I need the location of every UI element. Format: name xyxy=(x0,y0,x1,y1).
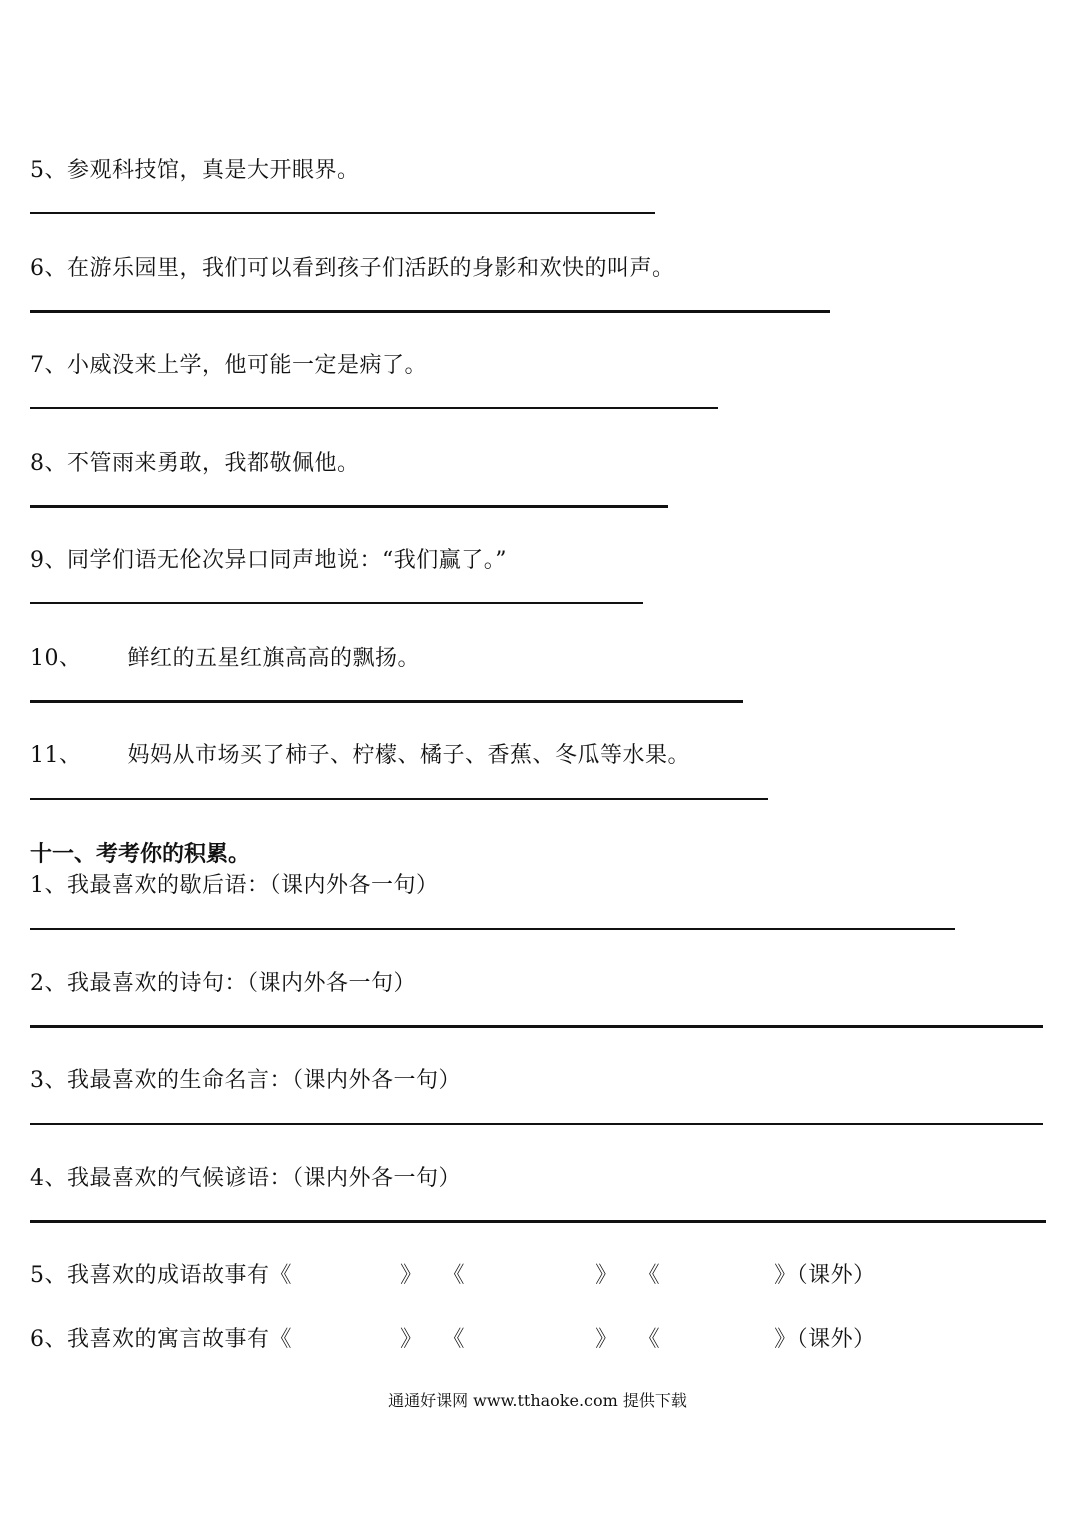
sentence-item-11 xyxy=(30,742,690,770)
item-text: 我最喜欢的歇后语：（课内外各一句） xyxy=(67,873,439,898)
book-title-open: 《 xyxy=(637,1327,661,1352)
item-text: 同学们语无伦次异口同声地说：“我们赢了。” xyxy=(67,548,507,573)
accumulation-item-5 xyxy=(30,1262,876,1290)
item-number: 11、 xyxy=(30,743,82,768)
book-title-close: 》 xyxy=(774,1263,797,1288)
item-number: 2、 xyxy=(30,971,67,996)
item-text: 参观科技馆，真是大开眼界。 xyxy=(67,158,360,183)
sentence-item-10 xyxy=(30,645,420,673)
item-number: 7、 xyxy=(30,353,67,378)
item-text: 妈妈从市场买了柿子、柠檬、橘子、香蕉、冬瓜等水果。 xyxy=(127,743,691,768)
sentence-item-6 xyxy=(30,255,675,283)
answer-line-9[interactable] xyxy=(30,602,643,604)
item-text: 在游乐园里，我们可以看到孩子们活跃的身影和欢快的叫声。 xyxy=(67,256,675,281)
item-text: 我最喜欢的气候谚语：（课内外各一句） xyxy=(67,1166,462,1191)
book-title-close: 》 xyxy=(774,1327,797,1352)
item-text: 我最喜欢的诗句：（课内外各一句） xyxy=(67,971,417,996)
item-number: 8、 xyxy=(30,451,67,476)
item-number: 10、 xyxy=(30,646,82,671)
item-text: 我喜欢的成语故事有 xyxy=(67,1263,270,1288)
sentence-item-8 xyxy=(30,450,360,478)
answer-line-5[interactable] xyxy=(30,212,655,214)
item-text: 鲜红的五星红旗高高的飘扬。 xyxy=(127,646,421,671)
item-text: 我喜欢的寓言故事有 xyxy=(67,1327,270,1352)
book-title-close: 》 xyxy=(400,1263,423,1288)
item-number: 5、 xyxy=(30,158,67,183)
item-text: 小威没来上学，他可能一定是病了。 xyxy=(67,353,428,378)
accumulation-item-3 xyxy=(30,1067,461,1095)
item-text: 不管雨来勇敢，我都敬佩他。 xyxy=(67,451,360,476)
sentence-item-9 xyxy=(30,547,507,575)
item-text: 我最喜欢的生命名言：（课内外各一句） xyxy=(67,1068,462,1093)
answer-line-acc-3[interactable] xyxy=(30,1123,1043,1125)
answer-line-acc-2[interactable] xyxy=(30,1025,1043,1028)
answer-line-acc-4[interactable] xyxy=(30,1220,1046,1223)
answer-line-6[interactable] xyxy=(30,310,830,313)
accumulation-item-6 xyxy=(30,1326,876,1354)
sentence-item-5 xyxy=(30,157,360,185)
answer-line-10[interactable] xyxy=(30,700,743,703)
item-number: 6、 xyxy=(30,256,67,281)
book-title-open: 《 xyxy=(637,1263,661,1288)
answer-line-acc-1[interactable] xyxy=(30,928,955,930)
item-number: 1、 xyxy=(30,873,67,898)
answer-line-11[interactable] xyxy=(30,798,768,800)
item-number: 9、 xyxy=(30,548,67,573)
answer-line-8[interactable] xyxy=(30,505,668,508)
accumulation-item-2 xyxy=(30,970,416,998)
accumulation-item-4 xyxy=(30,1165,461,1193)
sentence-item-7 xyxy=(30,352,427,380)
page-footer: 通通好课网 www.tthaoke.com 提供下载 xyxy=(388,1391,687,1410)
accumulation-item-1 xyxy=(30,872,439,900)
book-title-close: 》 xyxy=(400,1327,423,1352)
item-number: 5、 xyxy=(30,1263,67,1288)
book-title-open: 《 xyxy=(269,1327,293,1352)
book-title-open: 《 xyxy=(442,1263,466,1288)
book-title-open: 《 xyxy=(269,1263,293,1288)
item-number: 3、 xyxy=(30,1068,67,1093)
item-number: 6、 xyxy=(30,1327,67,1352)
book-title-open: 《 xyxy=(442,1327,466,1352)
item-suffix: （课外） xyxy=(796,1327,876,1352)
item-number: 4、 xyxy=(30,1166,67,1191)
section-title: 十一、考考你的积累。 xyxy=(30,841,251,867)
item-suffix: （课外） xyxy=(796,1263,876,1288)
book-title-close: 》 xyxy=(595,1263,618,1288)
book-title-close: 》 xyxy=(595,1327,618,1352)
answer-line-7[interactable] xyxy=(30,407,718,409)
